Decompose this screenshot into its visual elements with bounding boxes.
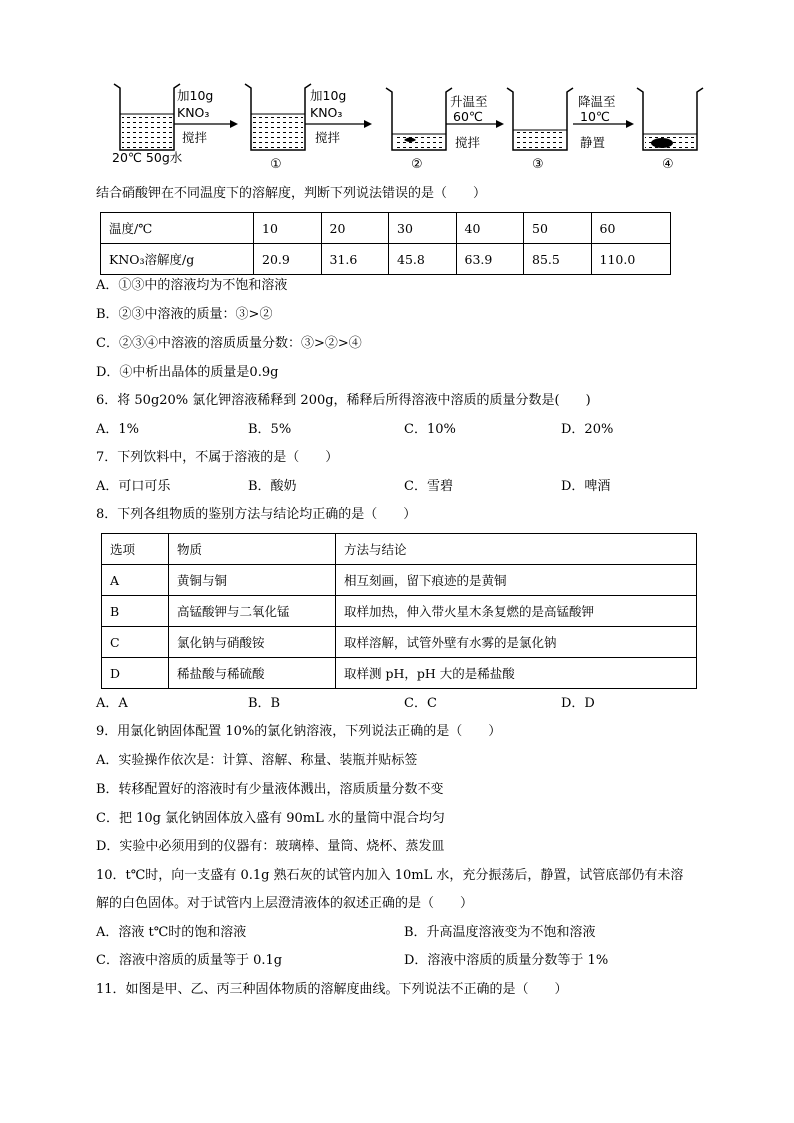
q7-option-b: B．酸奶 xyxy=(248,479,297,494)
q5-stem: 结合硝酸钾在不同温度下的溶解度，判断下列说法错误的是（ ） xyxy=(96,186,487,201)
q9-option-c: C．把 10g 氯化钠固体放入盛有 90mL 水的量筒中混合均匀 xyxy=(96,811,445,826)
svg-text:KNO₃: KNO₃ xyxy=(177,105,210,120)
q7-option-d: D．啤酒 xyxy=(561,479,611,494)
svg-text:10℃: 10℃ xyxy=(580,109,610,124)
table-row: B 高锰酸钾与二氧化锰 取样加热，伸入带火星木条复燃的是高锰酸钾 xyxy=(102,596,697,627)
beaker-1 xyxy=(245,84,311,150)
q8-option-d: D．D xyxy=(561,696,595,711)
experiment-diagram xyxy=(0,0,794,180)
q10-stem-line2: 解的白色固体。对于试管内上层澄清液体的叙述正确的是（ ） xyxy=(96,896,474,911)
label-2: ② xyxy=(411,157,423,172)
q9-stem: 9．用氯化钠固体配置 10%的氯化钠溶液，下列说法正确的是（ ） xyxy=(96,724,502,739)
q5-option-c: C．②③④中溶液的溶质质量分数：③>②>④ xyxy=(96,336,362,351)
q7-option-c: C．雪碧 xyxy=(404,479,453,494)
start-label: 20℃ 50g水 xyxy=(112,150,183,165)
q6-stem: 6．将 50g20% 氯化钾溶液稀释到 200g，稀释后所得溶液中溶质的质量分数是( ) xyxy=(96,393,591,408)
q6-option-d: D．20% xyxy=(561,422,614,437)
q8-option-c: C．C xyxy=(404,696,437,711)
svg-text:加10g: 加10g xyxy=(310,88,347,103)
q11-stem: 11．如图是甲、乙、丙三种固体物质的溶解度曲线。下列说法不正确的是（ ） xyxy=(96,982,568,997)
q9-option-b: B．转移配置好的溶液时有少量液体溅出，溶质质量分数不变 xyxy=(96,782,444,797)
q6-option-c: C．10% xyxy=(404,422,456,437)
label-1: ① xyxy=(270,157,282,172)
q10-option-d: D．溶液中溶质的质量分数等于 1% xyxy=(404,953,609,968)
label-4: ④ xyxy=(662,157,674,172)
table-row: D 稀盐酸与稀硫酸 取样测 pH，pH 大的是稀盐酸 xyxy=(102,658,697,689)
svg-text:搅拌: 搅拌 xyxy=(315,130,341,145)
beaker-start xyxy=(114,84,180,150)
q5-option-a: A．①③中的溶液均为不饱和溶液 xyxy=(96,278,288,293)
svg-text:加10g: 加10g xyxy=(177,88,214,103)
q8-option-a: A．A xyxy=(96,696,128,711)
q9-option-a: A．实验操作依次是：计算、溶解、称量、装瓶并贴标签 xyxy=(96,753,418,768)
label-3: ③ xyxy=(532,157,544,172)
q7-option-a: A．可口可乐 xyxy=(96,479,171,494)
q5-option-b: B．②③中溶液的质量：③>② xyxy=(96,307,273,322)
q5-solubility-table: 温度/℃ 10 20 30 40 50 60 KNO₃溶解度/g 20.9 31.6 45.8 63.9 85.5 110.0 xyxy=(100,212,671,275)
table-row: C 氯化钠与硝酸铵 取样溶解，试管外壁有水雾的是氯化钠 xyxy=(102,627,697,658)
q7-stem: 7．下列饮料中，不属于溶液的是（ ） xyxy=(96,450,339,465)
q10-option-c: C．溶液中溶质的质量等于 0.1g xyxy=(96,953,283,968)
beaker-3 xyxy=(507,88,573,150)
beaker-4 xyxy=(637,88,703,150)
q8-option-b: B．B xyxy=(248,696,281,711)
q10-stem-line1: 10．t℃时，向一支盛有 0.1g 熟石灰的试管内加入 10mL 水，充分振荡后，静置，试管底部仍有未溶 xyxy=(96,868,684,883)
q9-option-d: D．实验中必须用到的仪器有：玻璃棒、量筒、烧杯、蒸发皿 xyxy=(96,839,445,854)
table-row: A 黄铜与铜 相互刻画，留下痕迹的是黄铜 xyxy=(102,565,697,596)
svg-text:降温至: 降温至 xyxy=(578,94,616,109)
svg-text:KNO₃: KNO₃ xyxy=(310,105,343,120)
beaker-2 xyxy=(386,88,452,150)
q10-option-b: B．升高温度溶液变为不饱和溶液 xyxy=(404,925,596,940)
svg-text:升温至: 升温至 xyxy=(450,94,488,109)
q6-option-b: B．5% xyxy=(248,422,292,437)
svg-text:60℃: 60℃ xyxy=(453,109,483,124)
svg-text:搅拌: 搅拌 xyxy=(182,130,208,145)
q6-option-a: A．1% xyxy=(96,422,140,437)
q8-stem: 8．下列各组物质的鉴别方法与结论均正确的是（ ） xyxy=(96,507,417,522)
svg-text:静置: 静置 xyxy=(580,135,606,150)
q8-table: 选项 物质 方法与结论 A 黄铜与铜 相互刻画，留下痕迹的是黄铜 B 高锰酸钾与二氧化锰 取样加热，伸入带火星木条复燃的是高锰酸钾 C 氯化钠与硝酸铵 取样溶解，试管外壁有水雾的是氯化钠 D 稀盐酸与稀硫酸 取样测 pH，pH 大的是稀盐酸 xyxy=(101,533,697,689)
svg-text:搅拌: 搅拌 xyxy=(455,135,481,150)
q10-option-a: A．溶液 t℃时的饱和溶液 xyxy=(96,925,247,940)
q5-option-d: D．④中析出晶体的质量是0.9g xyxy=(96,365,279,380)
